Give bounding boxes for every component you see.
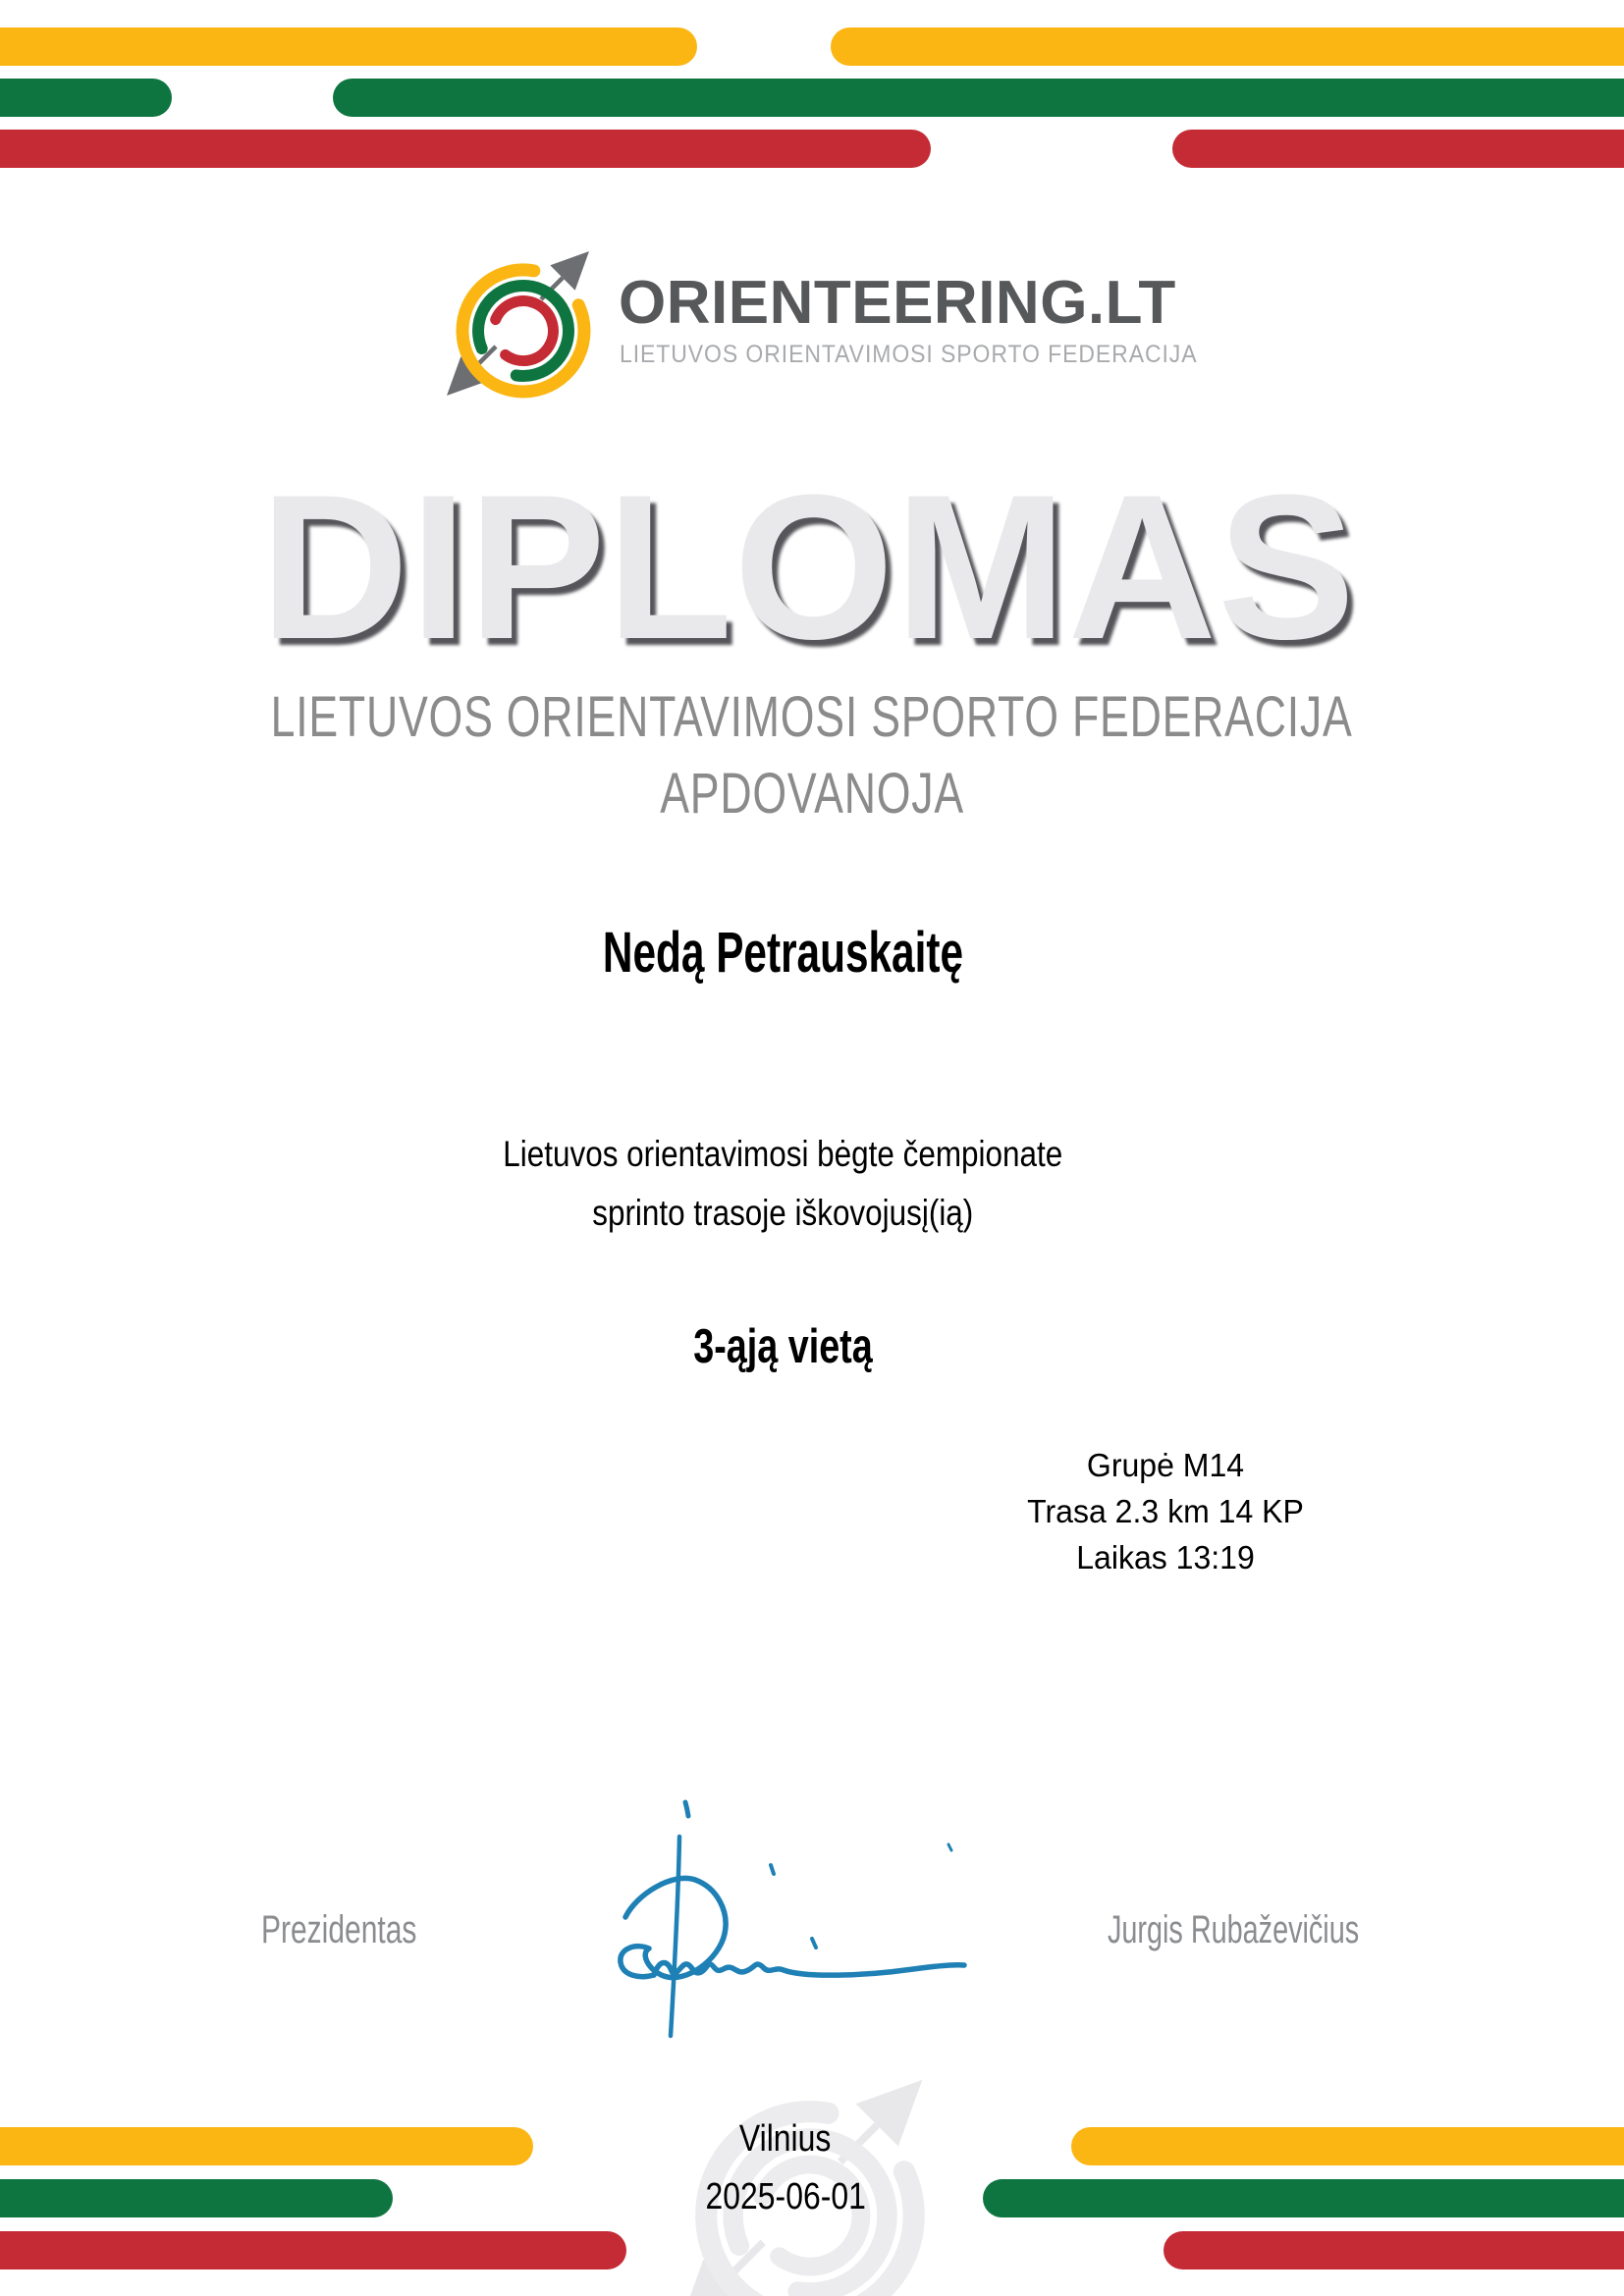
signer-name: Jurgis Rubaževičius (1108, 1908, 1360, 1951)
top-stripe-yellow-right (831, 27, 1624, 66)
top-stripe-green-right (333, 79, 1624, 117)
logo-subtitle: LIETUVOS ORIENTAVIMOSI SPORTO FEDERACIJA (620, 341, 1198, 368)
result-details (880, 1442, 1451, 1580)
bottom-stripe-red-right (1164, 2231, 1624, 2269)
top-stripe-green-left (0, 79, 172, 117)
diploma-title: DIPLOMAS (259, 452, 1357, 682)
logo-wordmark: ORIENTEERING.LT (619, 269, 1176, 337)
compass-icon (440, 247, 607, 414)
top-stripe-red-left (0, 130, 931, 168)
footer-date: 2025-06-01 (705, 2176, 866, 2217)
result-time: Laikas 13:19 (1076, 1539, 1255, 1575)
handwritten-signature-image (569, 1782, 1001, 2047)
footer-city: Vilnius (739, 2118, 832, 2160)
federation-heading-line2: APDOVANOJA (660, 762, 964, 826)
body-text-line2: sprinto trasoje iškovojusį(ią) (591, 1193, 974, 1233)
top-stripe-yellow-left (0, 27, 697, 66)
recipient-name: Nedą Petrauskaitę (602, 921, 963, 985)
signer-role: Prezidentas (261, 1908, 417, 1951)
result-group: Grupė M14 (1086, 1447, 1245, 1483)
bottom-stripe-red-left (0, 2231, 626, 2269)
award-place: 3-ąją vietą (692, 1320, 873, 1373)
federation-heading-line1: LIETUVOS ORIENTAVIMOSI SPORTO FEDERACIJA (270, 685, 1354, 749)
body-text-line1: Lietuvos orientavimosi bėgte čempionate (503, 1134, 1062, 1174)
top-stripe-red-right (1172, 130, 1624, 168)
result-course: Trasa 2.3 km 14 KP (1027, 1493, 1304, 1529)
